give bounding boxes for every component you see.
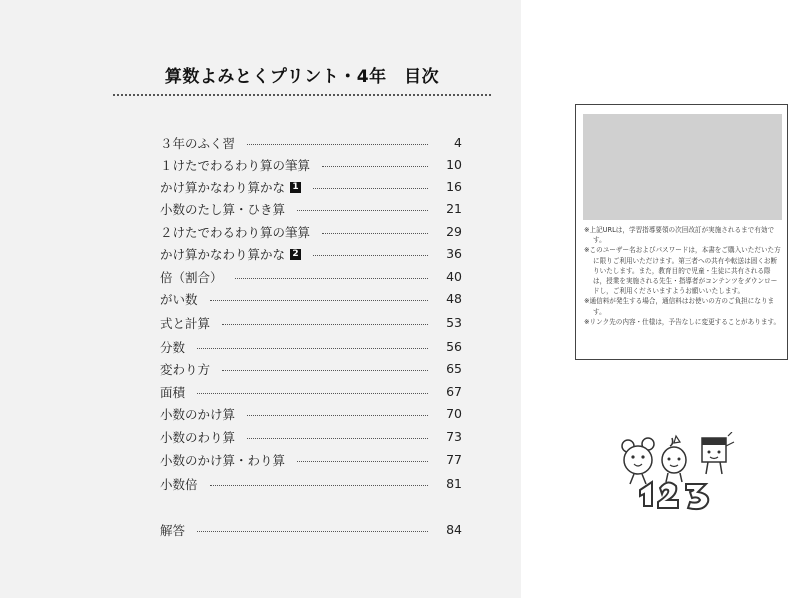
notice-item: ※上記URLは，学習指導要領の次回改訂が実施されるまで有効です。 <box>584 226 775 245</box>
toc-entry-page-number: 48 <box>446 291 462 306</box>
toc-entry <box>160 289 462 309</box>
toc-entry-page-number: 81 <box>446 476 462 491</box>
toc-entry <box>160 427 462 447</box>
url-notice-box <box>575 104 788 360</box>
toc-entry-page-number: 40 <box>446 269 462 284</box>
toc-leader-dots <box>247 415 428 416</box>
toc-entry-page-number: 73 <box>446 429 462 444</box>
toc-entry <box>160 359 462 379</box>
toc-entry-title: 倍（割合） <box>160 270 223 285</box>
toc-entry-title: かけ算かなわり算かな <box>160 247 286 262</box>
toc-entry-title: 式と計算 <box>160 316 211 331</box>
toc-leader-dots <box>210 485 428 486</box>
toc-entry-title: 小数のわり算 <box>160 430 236 445</box>
toc-entry-title: がい数 <box>160 292 198 307</box>
toc-entry-page-number: 77 <box>446 452 462 467</box>
toc-leader-dots <box>197 531 428 532</box>
toc-entry-title: 解答 <box>160 523 186 538</box>
toc-entry <box>160 450 462 470</box>
toc-leader-dots <box>247 438 428 439</box>
toc-entry <box>160 474 462 494</box>
toc-entry-title: 小数のかけ算・わり算 <box>160 453 286 468</box>
toc-leader-dots <box>235 278 428 279</box>
toc-entry-title: １けたでわるわり算の筆算 <box>160 158 311 173</box>
toc-leader-dots <box>322 233 428 234</box>
toc-entry <box>160 337 462 357</box>
toc-entry-number-badge: 1 <box>290 182 301 193</box>
toc-leader-dots <box>297 210 428 211</box>
toc-entry-title: 小数のたし算・ひき算 <box>160 202 286 217</box>
toc-leader-dots <box>222 324 428 325</box>
toc-leader-dots <box>197 348 428 349</box>
toc-entry-page-number: 84 <box>446 522 462 537</box>
toc-entry-page-number: 16 <box>446 179 462 194</box>
toc-entry-title: ３年のふく習 <box>160 136 236 151</box>
toc-entry-page-number: 65 <box>446 361 462 376</box>
toc-entry-title: かけ算かなわり算かな <box>160 180 286 195</box>
toc-entry-title: ２けたでわるわり算の筆算 <box>160 225 311 240</box>
toc-entry <box>160 267 462 287</box>
toc-entry-page-number: 70 <box>446 406 462 421</box>
toc-entry <box>160 155 462 175</box>
toc-entry-title: 分数 <box>160 340 186 355</box>
title-divider <box>113 94 491 96</box>
toc-entry <box>160 222 462 242</box>
notice-item: ※このユーザー名およびパスワードは，本書をご購入いただいた方に限りご利用いただけます。第三者への共有や転送は固くお断りいたします。また，教育目的で児童・生徒に共有される際は，授業を実施される先生・指導者がコンテンツをダウンロードし，ご利用くださいますようお願いいたします。 <box>584 246 781 296</box>
toc-leader-dots <box>197 393 428 394</box>
toc-entry-title: 小数倍 <box>160 477 198 492</box>
toc-entry-page-number: 4 <box>454 135 462 150</box>
page-title: 算数よみとくプリント・4年 目次 <box>164 67 440 87</box>
url-image-placeholder <box>583 114 782 220</box>
toc-entry <box>160 404 462 424</box>
toc-leader-dots <box>247 144 428 145</box>
toc-leader-dots <box>313 255 428 256</box>
toc-entry-page-number: 29 <box>446 224 462 239</box>
notice-item: ※通信料が発生する場合，通信料はお使いの方のご負担になります。 <box>584 297 775 316</box>
toc-entry-number-badge: 2 <box>290 249 301 260</box>
notice-item: ※リンク先の内容・仕様は，予告なしに変更することがあります。 <box>584 317 781 326</box>
toc-entry-title: 面積 <box>160 385 186 400</box>
toc-entry-title: 変わり方 <box>160 362 211 377</box>
toc-entry <box>160 133 462 153</box>
toc-leader-dots <box>322 166 428 167</box>
toc-entry <box>160 520 462 540</box>
toc-entry-page-number: 67 <box>446 384 462 399</box>
toc-entry-page-number: 10 <box>446 157 462 172</box>
toc-entry-page-number: 21 <box>446 201 462 216</box>
toc-entry-page-number: 36 <box>446 246 462 261</box>
toc-entry <box>160 382 462 402</box>
mascot-illustration <box>618 432 738 512</box>
toc-entry <box>160 177 462 197</box>
toc-entry-page-number: 53 <box>446 315 462 330</box>
toc-leader-dots <box>222 370 428 371</box>
toc-entry <box>160 244 462 264</box>
toc-entry-title: 小数のかけ算 <box>160 407 236 422</box>
toc-entry-page-number: 56 <box>446 339 462 354</box>
toc-entry <box>160 313 462 333</box>
notice-list <box>584 225 782 327</box>
toc-leader-dots <box>297 461 428 462</box>
toc-entry <box>160 199 462 219</box>
toc-leader-dots <box>313 188 428 189</box>
toc-leader-dots <box>210 300 428 301</box>
